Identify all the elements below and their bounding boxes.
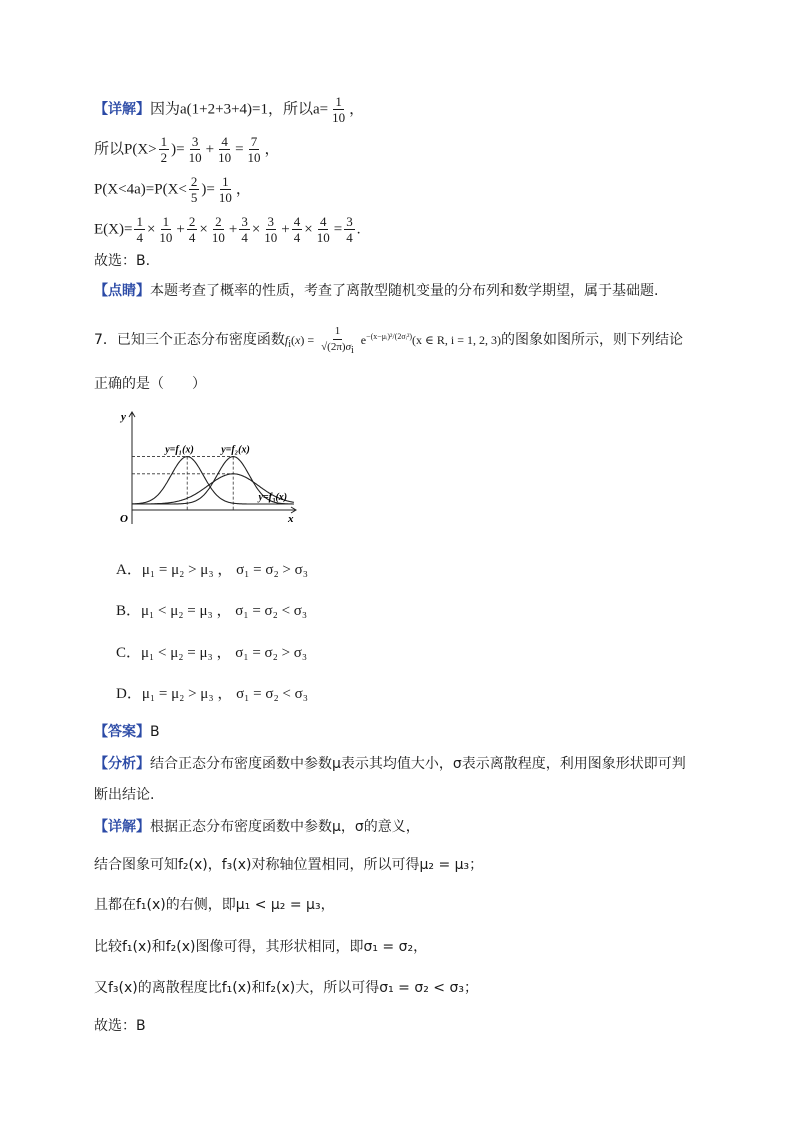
analysis-line-2: 断出结论. — [94, 787, 155, 803]
prev-line4-prefix: E(X)= — [94, 221, 133, 238]
fraction: $\frac{3}{10}$ — [264, 214, 278, 245]
option-d[interactable] — [116, 684, 308, 704]
y-axis-label: y — [121, 411, 126, 423]
comment-text: 本题考查了概率的性质，考查了离散型随机变量的分布列和数学期望，属于基础题. — [150, 283, 659, 299]
option-label: B． — [116, 603, 142, 619]
prev-select-line: 故选：B. — [94, 253, 151, 269]
option-text: μ₁ = μ₂ > μ₃ ， σ₁ = σ₂ < σ₃ — [141, 686, 308, 702]
option-label: A． — [116, 562, 142, 578]
fraction: $\frac{2}{10}$ — [211, 214, 225, 245]
comment-tag: 【点睛】 — [94, 283, 150, 299]
detail-line-4: 比较f₁(x)和f₂(x)图像可得，其形状相同，即σ₁ = σ₂， — [94, 939, 428, 955]
series-label-f2: y=f₂(x) — [221, 444, 250, 456]
fraction: $\frac{2}{5}$ — [190, 174, 198, 205]
option-label: D． — [116, 686, 142, 702]
fraction: $\frac{3}{4}$ — [241, 214, 248, 245]
prev-expectation-line: E(X)= $\frac{1}{4}$ × $\frac{1}{10}$ + $\frac{2}{4}$ × $\frac{2}{10}$ + $\frac{3}{4}$ × $\frac{3}{10}$ + $\frac{4}{4}$ × $\frac{4}{10}$ = $\frac{3}{4}$ . — [94, 214, 361, 245]
option-text: μ₁ < μ₂ = μ₃ ， σ₁ = σ₂ < σ₃ — [141, 603, 308, 619]
analysis-tag: 【分析】 — [94, 756, 150, 772]
prev-line2-prefix: 所以P(X> — [94, 141, 157, 158]
answer-value: B — [150, 724, 160, 740]
prev-prob-line: 所以P(X> $\frac{1}{2}$ )= $\frac{3}{10}$ + $\frac{4}{10}$ = $\frac{7}{10}$ ， — [94, 134, 280, 165]
fraction: $\frac{3}{4}$ — [346, 214, 353, 245]
analysis-text: 结合正态分布密度函数中参数μ表示其均值大小，σ表示离散程度，利用图象形状即可判 — [150, 756, 686, 772]
fraction: $\frac{4}{10}$ — [316, 214, 330, 245]
series-label-f3: y=f₃(x) — [258, 491, 288, 503]
detail-tag: 【详解】 — [94, 819, 150, 835]
detail-line-1 — [94, 817, 420, 837]
stem-part-b: 的图象如图所示，则下列结论 — [501, 331, 684, 348]
prev-detail-line: 【详解】因为a(1+2+3+4)=1，所以a= $\frac{1}{10}$ ， — [94, 94, 365, 125]
domain-note: (x ∈ R, i = 1, 2, 3) — [412, 332, 502, 347]
question-number: 7． — [94, 331, 117, 348]
fraction: $\frac{1}{4}$ — [136, 214, 143, 245]
stem-part-a: 已知三个正态分布密度函数 — [116, 331, 285, 348]
normal-density-graph — [118, 406, 302, 531]
fraction: $\frac{1}{10}$ — [218, 174, 232, 205]
detail-tag: 【详解】 — [94, 101, 150, 118]
detail-text: 根据正态分布密度函数中参数μ，σ的意义， — [150, 819, 420, 835]
analysis-line — [94, 754, 686, 774]
option-c[interactable] — [116, 643, 307, 663]
fraction: $\frac{3}{10}$ — [188, 134, 202, 165]
fraction: $\frac{4}{10}$ — [218, 134, 232, 165]
answer-line — [94, 722, 160, 742]
option-text: μ₁ = μ₂ > μ₃ ， σ₁ = σ₂ > σ₃ — [141, 562, 308, 578]
option-label: C． — [116, 645, 142, 661]
prev-comment-line — [94, 281, 658, 301]
q7-stem-line-2: 正确的是（ ） — [94, 376, 206, 392]
answer-tag: 【答案】 — [94, 724, 150, 740]
detail-line-3: 且都在f₁(x)的右侧，即μ₁ < μ₂ = μ₃， — [94, 897, 335, 913]
fraction: $\frac{2}{4}$ — [188, 214, 196, 245]
prev-line3-prefix: P(X<4a)=P(X< — [94, 181, 187, 198]
detail-line-5: 又f₃(x)的离散程度比f₁(x)和f₂(x)大，所以可得σ₁ = σ₂ < σ₃； — [94, 980, 478, 996]
fraction: $\frac{4}{4}$ — [293, 214, 301, 245]
option-text: μ₁ < μ₂ = μ₃ ， σ₁ = σ₂ > σ₃ — [141, 645, 308, 661]
origin-label: O — [120, 513, 128, 525]
final-select-line: 故选：B — [94, 1018, 146, 1034]
option-a[interactable] — [116, 560, 308, 580]
fraction: $\frac{1}{10}$ — [159, 214, 173, 245]
density-formula: $f_i(x)$ = $\frac{1}{√(2\pi)\sigma i}$ $e^{-(x-\mu ᵢ)^2/(2\sigma ᵢ^2)}$ — [284, 325, 413, 356]
option-b[interactable] — [116, 601, 307, 621]
fraction: $\frac{1}{2}$ — [160, 134, 168, 165]
fraction: $\frac{1}{10}$ — [332, 94, 346, 125]
fraction: $\frac{7}{10}$ — [247, 134, 261, 165]
q7-stem-line — [94, 324, 683, 358]
x-axis-label: x — [288, 513, 294, 525]
series-label-f1: y=f₁(x) — [165, 444, 194, 456]
detail-line-2: 结合图象可知f₂(x)，f₃(x)对称轴位置相同，所以可得μ₂ = μ₃； — [94, 857, 484, 873]
prev-prob-line-2: P(X<4a)=P(X< $\frac{2}{5}$ )= $\frac{1}{10}$ ， — [94, 174, 251, 205]
prev-line1-text: 因为a(1+2+3+4)=1，所以a= — [150, 101, 329, 118]
